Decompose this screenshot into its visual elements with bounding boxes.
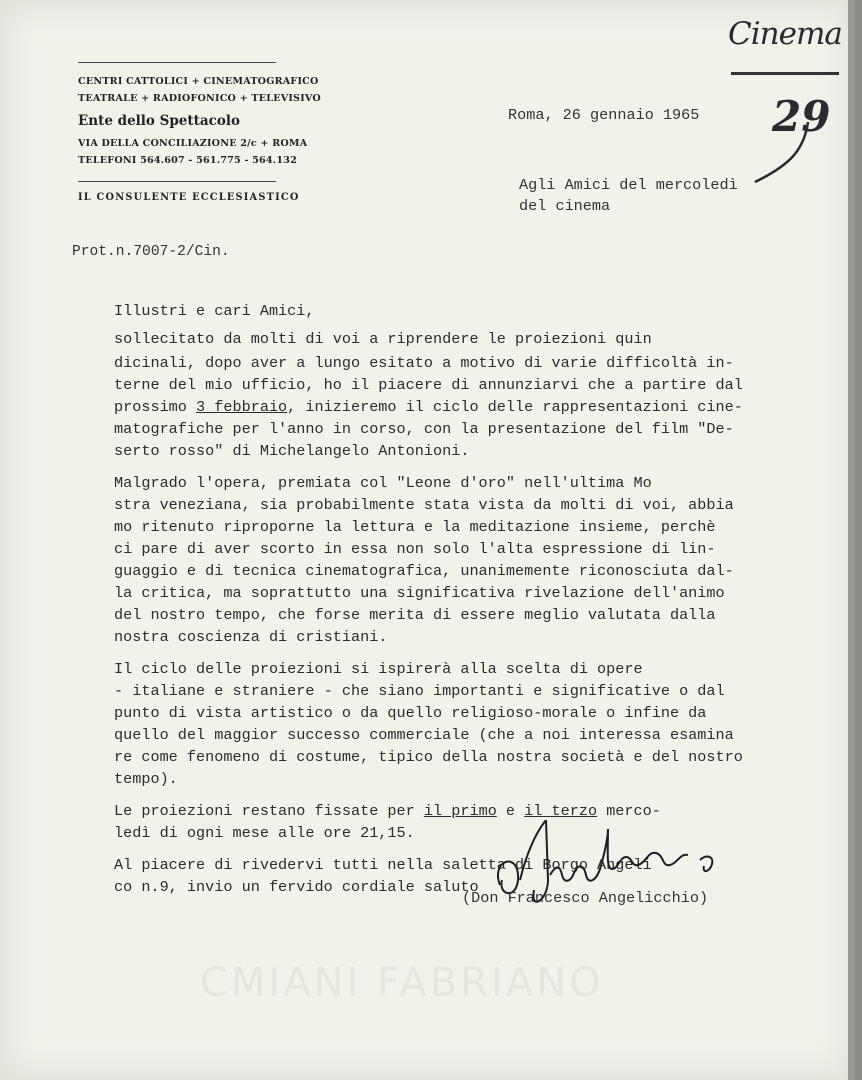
handwritten-annotation: Cinema xyxy=(728,16,842,52)
body-line: stra veneziana, sia probabilmente stata vista da molti di voi, abbia xyxy=(114,496,734,514)
body-line: sollecitato da molti di voi a riprendere le proiezioni quin xyxy=(114,330,652,348)
body-line: serto rosso" di Michelangelo Antonioni. xyxy=(114,442,470,460)
letterhead-phones: TELEFONI 564.607 - 561.775 - 564.132 xyxy=(78,155,297,166)
body-text: , inizieremo il ciclo delle rappresentazioni cine- xyxy=(287,398,743,416)
body-line: ledì di ogni mese alle ore 21,15. xyxy=(114,824,415,842)
body-line: Il ciclo delle proiezioni si ispirerà alla scelta di opere xyxy=(114,660,643,678)
handwritten-stroke xyxy=(750,120,810,190)
underlined-third: il terzo xyxy=(524,802,598,820)
letterhead-ente: Ente dello Spettacolo xyxy=(78,113,240,129)
letterhead-line-1: CENTRI CATTOLICI + CINEMATOGRAFICO xyxy=(78,76,319,87)
body-line: punto di vista artistico o da quello religioso-morale o infine da xyxy=(114,704,707,722)
handwritten-underline xyxy=(731,72,839,75)
letterhead-address: VIA DELLA CONCILIAZIONE 2/c + ROMA xyxy=(78,138,308,149)
page-edge xyxy=(848,0,855,1080)
body-line: co n.9, invio un fervido cordiale saluto xyxy=(114,878,479,896)
recipient-block xyxy=(519,175,738,217)
body-text: e xyxy=(496,802,525,820)
protocol-number: Prot.n.7007-2/Cin. xyxy=(72,244,230,260)
salutation: Illustri e cari Amici, xyxy=(114,302,315,320)
body-line: Malgrado l'opera, premiata col "Leone d'oro" nell'ultima Mo xyxy=(114,474,652,492)
body-line: ci pare di aver scorto in essa non solo l'alta espressione di lin- xyxy=(114,540,716,558)
letterhead-bottom-rule xyxy=(78,181,276,182)
recipient-line-2: del cinema xyxy=(519,197,611,215)
body-line: terne del mio ufficio, ho il piacere di annunziarvi che a partire dal xyxy=(114,376,743,394)
body-line: mo ritenuto riproporne la lettura e la meditazione insieme, perchè xyxy=(114,518,716,536)
body-text: merco- xyxy=(597,802,661,820)
signatory-name: (Don Francesco Angelicchio) xyxy=(462,889,709,907)
body-line: guaggio e di tecnica cinematografica, unanimemente riconosciuta dal- xyxy=(114,562,734,580)
body-line: del nostro tempo, che forse merita di essere meglio valutata dalla xyxy=(114,606,716,624)
body-line: tempo). xyxy=(114,770,178,788)
recipient-line-1: Agli Amici del mercoledì xyxy=(519,176,738,194)
letterhead-line-2: TEATRALE + RADIOFONICO + TELEVISIVO xyxy=(78,93,321,104)
body-line: nostra coscienza di cristiani. xyxy=(114,628,388,646)
letterhead xyxy=(78,62,321,206)
body-line: re come fenomeno di costume, tipico della nostra società e del nostro xyxy=(114,748,743,766)
body-line: la critica, ma soprattutto una significativa rivelazione dell'animo xyxy=(114,584,725,602)
letterhead-consulente: IL CONSULENTE ECCLESIASTICO xyxy=(78,192,300,203)
body-line: Al piacere di rivedervi tutti nella saletta di Borgo Angeli xyxy=(114,856,652,874)
body-line: dicinali, dopo aver a lungo esitato a motivo di varie difficoltà in- xyxy=(114,354,734,372)
body-text: Le proiezioni restano fissate per xyxy=(114,802,424,820)
body-text: prossimo xyxy=(114,398,197,416)
underlined-first: il primo xyxy=(423,802,497,820)
date-underlined: 3 febbraio xyxy=(196,398,288,416)
letter-date: Roma, 26 gennaio 1965 xyxy=(508,106,700,124)
body-line: matografiche per l'anno in corso, con la presentazione del film "De- xyxy=(114,420,734,438)
body-line xyxy=(114,398,743,416)
body-line: - italiane e straniere - che siano importanti e significative o dal xyxy=(114,682,725,700)
paper-watermark: CMIANI FABRIANO xyxy=(200,960,604,1006)
body-line xyxy=(114,802,661,820)
handwritten-number: 29 xyxy=(772,92,831,141)
body-line: quello del maggior successo commerciale (che a noi interessa esamina xyxy=(114,726,734,744)
letterhead-top-rule xyxy=(78,62,276,63)
